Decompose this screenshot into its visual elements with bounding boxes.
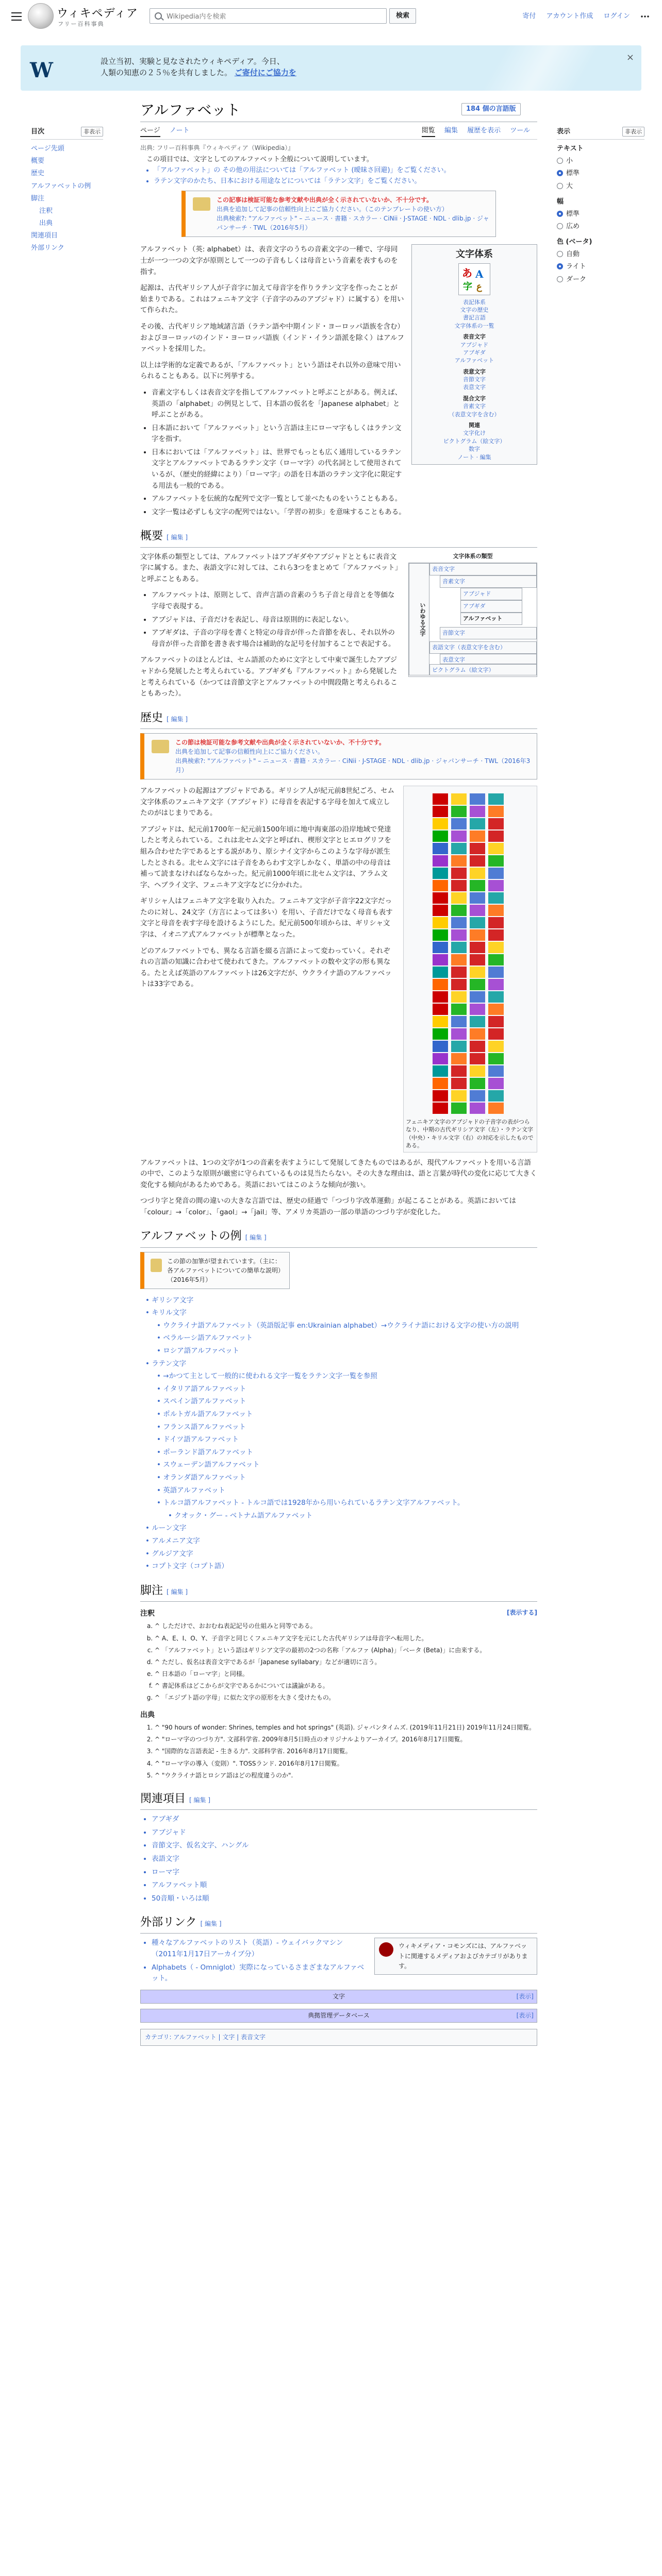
letter-cell (451, 942, 467, 953)
infobox-link[interactable]: 音節文字 (463, 376, 486, 383)
letter-cell (451, 1053, 467, 1064)
related-link[interactable]: • 50音順・いろは順 (152, 1893, 537, 1905)
edit-link[interactable]: [ 編集 ] (167, 1588, 188, 1596)
example-item[interactable]: • ラテン文字 (145, 1359, 187, 1368)
logo-subtitle: フリー百科事典 (58, 21, 105, 27)
intro-p1: アルファベット（英: alphabet）は、表音文字のうちの音素文字の一種で、字母同士が一つ一つの文字が原則として一つの子音もしくは母音という音素を表すものを指す。 (140, 245, 398, 276)
letter-cell (488, 1078, 504, 1089)
letter-cell (451, 880, 467, 891)
book-icon (152, 740, 169, 753)
infobox-title: 文字体系 (456, 249, 493, 260)
letter-cell (488, 1016, 504, 1027)
banner-decoration (415, 45, 621, 91)
infobox-link[interactable]: （表意文字を含む） (449, 411, 500, 418)
letter-cell (470, 880, 485, 891)
infobox-section-head: 関連 (469, 422, 480, 429)
commons-box: ウィキメディア・コモンズには、アルファベットに関連するメディアおよびカテゴリがあります。 (374, 1938, 537, 1975)
letter-cell (488, 1065, 504, 1077)
letter-cell (433, 843, 448, 854)
note-item: d. ^ ただし、仮名は表音文字であるが「Japanese syllabary」などが適切に言う。 (155, 1657, 537, 1667)
main-content (140, 155, 537, 2046)
citation-needed-box: この記事は検証可能な参考文献や出典が全く示されていないか、不十分です。 出典を追加して記事の信頼性向上にご協力ください。（このテンプレートの使い方） 出典検索?: "アルファベット" – ニュース · 書籍 · スカラー · CiNii · J-STAGE · NDL · dlib.jp · ジャパンサーチ · TWL（2016年5月） (181, 191, 496, 237)
letter-cell (470, 1016, 485, 1027)
letter-cell (433, 868, 448, 879)
letter-cell (451, 905, 467, 916)
toc-hide-button[interactable]: 非表示 (81, 127, 103, 137)
toc-item[interactable]: 注釈 (39, 207, 53, 215)
letter-cell (451, 806, 467, 817)
letter-cell (451, 855, 467, 867)
edit-link[interactable]: [ 編集 ] (189, 1796, 211, 1804)
toc-title: 目次 (31, 128, 45, 135)
edit-link[interactable]: [ 編集 ] (167, 534, 188, 541)
letter-cell (451, 831, 467, 842)
toc-item[interactable]: 歴史 (31, 170, 45, 178)
letter-cell (488, 967, 504, 978)
letter-cell (433, 1028, 448, 1040)
toc-item[interactable]: 外部リンク (31, 244, 64, 252)
related-link[interactable]: • アブジャド (152, 1827, 537, 1839)
table-of-contents (31, 127, 103, 255)
donate-cta[interactable]: ご寄付にご協力を (234, 68, 296, 77)
letter-cell (470, 868, 485, 879)
letter-cell (433, 892, 448, 904)
book-icon (193, 197, 210, 211)
example-item[interactable]: • オランダ語アルファベット (157, 1473, 246, 1482)
infobox-link[interactable]: 表意文字 (463, 384, 486, 391)
letter-cell (433, 991, 448, 1003)
alphabet-comparison-figure (403, 786, 537, 1153)
color-light[interactable]: ライト (557, 261, 644, 273)
infobox-link[interactable]: 数字 (469, 446, 480, 453)
more-options-icon[interactable] (640, 15, 650, 18)
letter-cell (488, 1041, 504, 1052)
category-links[interactable]: カテゴリ: アルファベット | 文字 | 表音文字 (140, 2029, 537, 2046)
infobox-section-head: 表音文字 (463, 333, 486, 341)
tree-cell[interactable]: 音素文字 (440, 575, 537, 588)
letter-cell (433, 954, 448, 965)
letter-cell (433, 831, 448, 842)
letter-cell (451, 991, 467, 1003)
letter-cell (451, 979, 467, 990)
example-item[interactable]: • ドイツ語アルファベット (157, 1435, 239, 1444)
infobox-link[interactable]: 文字の歴史 (460, 306, 489, 313)
toc-item[interactable]: 関連項目 (31, 232, 58, 240)
example-item[interactable]: • ベラルーシ語アルファベット (157, 1334, 253, 1343)
infobox-link[interactable]: 表記体系 (463, 298, 486, 306)
related-link[interactable]: • アブギダ (152, 1814, 537, 1825)
infobox-link[interactable]: アブギダ (463, 349, 486, 356)
letter-cell (488, 1090, 504, 1101)
infobox-link[interactable]: 音素文字 (463, 403, 486, 410)
notes-heading: 注釈 [表示する] (140, 1608, 537, 1618)
note-item: f. ^ 書記体系はどこからが文字であるかについては議論がある。 (155, 1681, 537, 1691)
letter-cell (488, 942, 504, 953)
wikipedia-globe-logo[interactable] (28, 3, 54, 29)
letter-cell (488, 892, 504, 904)
banner-text: 設立当初、実験と見なされたウィキペディア。今日、 人類の知恵の２５％を共有しました。 ご寄付にご協力を (101, 57, 296, 77)
letter-cell (488, 991, 504, 1003)
history-late: アルファベットは、1つの文字が1つの音素を表すようにして発展してきたものではあるが、現代アルファベットを用いる言語の中で、このような原則が厳密に守られているものは見当たらない。その大きな理由は、語と言葉が時代の変化に応じて大きく変化する傾向があるためである。英語においてはこのような傾向が強い。 (140, 1158, 537, 1189)
create-account-link[interactable]: アカウント作成 (546, 12, 593, 20)
note-item: e. ^ 日本語の「ローマ字」と同様。 (155, 1669, 537, 1679)
note-item: b. ^ A、E、I、O、Y、子音字と同じくフェニキア文字を元にした古代ギリシアは母音字へ転用した。 (155, 1634, 537, 1643)
infobox-link[interactable]: 文字体系の一覧 (454, 322, 494, 329)
list-item: • 音素文字もしくは表音文字を指してアルファベットと呼ぶことがある。例えば、英語の「alphabet」の例見として、日本語の仮名を「Japanese alphabet」と呼ぶことがある。 (152, 387, 537, 421)
appearance-panel (557, 127, 644, 286)
letter-cell (433, 1016, 448, 1027)
intro-p4: 以上は学術的な定義であるが、「アルファベット」という語はそれ以外の意味で用いられることもある。以下に列挙する。 (140, 361, 401, 381)
section-heading-related: 関連項目 [ 編集 ] (140, 1790, 537, 1810)
hatnote: この項目では、文字としてのアルファベット全般について説明しています。 • 「アルファベット」の その他の用法については「アルファベット (曖昧さ回避)」をご覧ください。 • ラテン文字のかたち、日本における用途などについては「ラテン文字」をご覧ください。 (140, 155, 537, 187)
letter-cell (433, 905, 448, 916)
letter-cell (470, 967, 485, 978)
personal-tools (514, 11, 650, 22)
tree-cell[interactable]: 表音文字 (429, 563, 537, 575)
letter-cell (470, 917, 485, 928)
letter-cell (470, 1065, 485, 1077)
letter-cell (488, 979, 504, 990)
letter-cell (451, 954, 467, 965)
intro-p3: その後、古代ギリシア地域諸言語（ラテン語や中期インド・ヨーロッパ語族を含む）およびヨーロッパのインド・ヨーロッパ語族（インド・イラン語派を除く）はアルファベットを採用した。 (140, 322, 404, 353)
letter-cell (433, 1053, 448, 1064)
example-item[interactable]: • キリル文字 (145, 1309, 187, 1317)
letter-cell (470, 1078, 485, 1089)
letter-cell (470, 806, 485, 817)
search-box[interactable] (150, 8, 387, 24)
letter-cell (470, 929, 485, 941)
letter-cell (470, 1004, 485, 1015)
letter-cell (470, 818, 485, 829)
width-wide[interactable]: 広め (557, 221, 644, 233)
letter-cell (470, 843, 485, 854)
toc-item[interactable]: ページ先頭 (31, 145, 64, 153)
tree-caption: 文字体系の類型 (453, 552, 493, 560)
note-item: a. ^ しただけで、おおむね表記記号の仕組みと同等である。 (155, 1621, 537, 1631)
section-heading-footnotes: 脚注 [ 編集 ] (140, 1582, 537, 1602)
related-link[interactable]: • 表語文字 (152, 1854, 537, 1865)
example-item[interactable]: • グルジア文字 (145, 1549, 193, 1558)
infobox-link[interactable]: 書記言語 (463, 314, 486, 321)
search-input[interactable] (166, 11, 363, 22)
text-size-standard[interactable]: 標準 (557, 167, 644, 180)
history-paragraph: アブジャドは、紀元前1700年－紀元前1500年頃に地中海東部の沿岸地域で発達したと考えられている。これは北セム文字と呼ばれ、楔形文字とヒエログリフを組み合わせた字であるとする説があり、原シナイ文字からこのような字母が派生したとされる。北セム文字には子音をあらわす文字しかなく、単語の中の母音は補って読まなければならなかった。紀元前1000年頃に北セム文字は、アラム文字、ヘブライ文字、フェニキア文字などに分かれた。 (140, 825, 391, 889)
text-size-small[interactable]: 小 (557, 155, 644, 167)
section-heading-overview: 概要 [ 編集 ] (140, 527, 537, 547)
note-item: g. ^ 「エジプト語の字母」に似た文字の原形を大きく受けたもの。 (155, 1693, 537, 1703)
tree-root: いわゆる文字 (409, 563, 429, 675)
search-button[interactable]: 検索 (389, 8, 416, 24)
reference-item: 5. ^ "ウクライナ語とロシア語はどの程度違うのか". (155, 1771, 537, 1781)
hatnote-link[interactable]: • ラテン文字のかたち、日本における用途などについては「ラテン文字」をご覧ください。 (154, 176, 537, 187)
note-item: c. ^ 「アルファベット」という語はギリシア文字の最初の2つの名称「アルファ (Alpha)」「ベータ (Beta)」に由来する。 (155, 1646, 537, 1655)
letter-cell (470, 855, 485, 867)
related-link[interactable]: • アルファベット順 (152, 1880, 537, 1891)
letter-cell (470, 793, 485, 805)
infobox-link[interactable]: アブジャド (460, 341, 489, 348)
letter-cell (451, 1078, 467, 1089)
logo-title[interactable]: ウィキペディア (57, 7, 138, 20)
infobox-section-head: 表意文字 (463, 368, 486, 375)
color-label: 色 (ベータ) (557, 238, 592, 246)
letter-cell (470, 979, 485, 990)
example-item[interactable]: • ロシア語アルファベット (157, 1347, 239, 1355)
letter-cell (488, 843, 504, 854)
tree-cell[interactable]: 表語文字（表意文字を含む） (429, 641, 537, 654)
letter-cell (488, 1103, 504, 1114)
letter-cell (488, 905, 504, 916)
example-item[interactable]: • ポーランド語アルファベット (157, 1448, 253, 1456)
list-item: • 日本においては「アルファベット」は、世界でもっとも広く通用しているラテン文字とアルファベットであるラテン文字（ローマ字）の代名詞として使用されているが、（歴史的経緯により）「ローマ字」の語を日本語のラテン文字化に限定する用法も一般的である。 (152, 447, 537, 492)
letter-cell (488, 806, 504, 817)
example-item[interactable]: • スペイン語アルファベット (157, 1397, 246, 1406)
overview-p1: 文字体系の類型としては、アルファベットはアブギダやアブジャドとともに表音文字に属する。また、表語文字に対しては、これら3つをまとめて「アルファベット」と呼ぶこともある。 (140, 552, 399, 583)
letter-cell (433, 1090, 448, 1101)
page-title: アルファベット (140, 101, 241, 118)
letter-cell (488, 1053, 504, 1064)
letter-cell (451, 967, 467, 978)
overview-p2: アルファベットのほとんどは、セム語派のために文字として中東で誕生したアブジャドから発展したと考えられている。アブギダも『アルファベット』から発展したと考えられている（かつては音節文字とアルファベットの中間段階と考えられることもあった）。 (140, 656, 398, 698)
letter-cell (433, 855, 448, 867)
reference-item: 3. ^ "国際的な言語表記 - 生きる力". 文部科学省. 2016年8月17日閲覧。 (155, 1747, 537, 1756)
infobox-link[interactable]: ノート · 編集 (457, 453, 491, 461)
text-size-label: テキスト (557, 145, 584, 153)
tab-history[interactable]: 履歴を表示 (467, 127, 501, 134)
site-sub: 出典: フリー百科事典『ウィキペディア（Wikipedia）』 (140, 144, 294, 151)
hatnote-link[interactable]: • 「アルファベット」の その他の用法については「アルファベット (曖昧さ回避)」をご覧ください。 (154, 165, 537, 176)
letter-cell (470, 892, 485, 904)
alphabet-comparison-chart (406, 788, 529, 1118)
letter-cell (488, 855, 504, 867)
letter-cell (433, 880, 448, 891)
edit-link[interactable]: [ 編集 ] (167, 715, 188, 723)
color-dark[interactable]: ダーク (557, 274, 644, 286)
tab-read[interactable]: 閲覧 (422, 127, 435, 137)
history-paragraph: アルファベットの起源はアブジャドである。ギリシア人が紀元前8世紀ごろ、セム文字体系のフェニキア文字（アブジャド）に母音を表記する字母を加えて成立したのがはじまりである。 (140, 786, 394, 818)
example-item[interactable]: • イタリア語アルファベット (157, 1384, 246, 1393)
letter-cell (433, 979, 448, 990)
example-item[interactable]: • ウクライナ語アルファベット（英語版記事 en:Ukrainian alphabet）→ウクライナ語における文字の使い方の説明 (157, 1321, 519, 1330)
reference-item: 4. ^ "ローマ字の導入（変則）". TOSSランド. 2016年8月17日閲覧。 (155, 1759, 537, 1769)
search-icon (155, 12, 162, 20)
tree-cell[interactable]: 音節文字 (440, 627, 537, 639)
letter-cell (433, 1041, 448, 1052)
example-item[interactable]: • 英語アルファベット (157, 1486, 225, 1495)
letter-cell (451, 1004, 467, 1015)
tree-cell[interactable]: アブジャド (460, 588, 522, 600)
donation-banner (21, 45, 641, 91)
letter-cell (488, 929, 504, 941)
history-paragraph: どのアルファベットでも、異なる言語を綴る言語によって変わっていく。それぞれの言語の知識に合わせて使われてきた。アルファベットの数や文字の形も異なる。たとえば英語のアルファベットは26文字だが、ウクライナ語のアルファベットは33字である。 (140, 946, 392, 989)
example-item[interactable]: • ポルトガル語アルファベット (157, 1410, 253, 1419)
example-item[interactable]: • アルメニア文字 (145, 1536, 200, 1545)
letter-cell (451, 929, 467, 941)
letter-cell (451, 793, 467, 805)
notes-list (140, 1621, 537, 1703)
letter-cell (451, 818, 467, 829)
letter-cell (470, 991, 485, 1003)
toc-item[interactable]: 概要 (31, 157, 45, 165)
wikipedia-w-logo: W (30, 58, 53, 82)
letter-cell (488, 818, 504, 829)
letter-cell (433, 806, 448, 817)
navbox-writing: [表示] 文字 (140, 1990, 537, 2004)
letter-cell (470, 831, 485, 842)
example-item[interactable]: • トルコ語アルファベット - トルコ語では1928年から用いられているラテン文字アルファベット。 (157, 1499, 465, 1507)
letter-cell (470, 1090, 485, 1101)
tree-cell[interactable]: アブギダ (460, 600, 522, 613)
infobox-link[interactable]: ピクトグラム（絵文字） (443, 437, 506, 445)
tab-talk[interactable]: ノート (169, 127, 190, 134)
section-heading-external: 外部リンク [ 編集 ] (140, 1913, 537, 1934)
width-label: 幅 (557, 197, 564, 206)
tree-cell: アルファベット (460, 613, 522, 625)
page-tabs (140, 126, 537, 138)
infobox-section-head: 混合文字 (463, 395, 486, 402)
site-header (0, 0, 662, 37)
list-item: • アルファベットは、原則として、音声言語の音素のうち子音と母音とを等価な字母で表現する。 (152, 590, 537, 612)
commons-icon (379, 1942, 393, 1957)
history-paragraph: ギリシャ人はフェニキア文字を取り入れた。フェニキア文字が子音字22文字だったのに対し、24文字（方言によっては多い）を用い、子音だけでなく母音も表す文字と母音を表す字母を設けるようにした。紀元前500年頃からは、ギリシャ文字は、イオニア式アルファベットが標準となった。 (140, 897, 393, 939)
appearance-title: 表示 (557, 128, 571, 135)
letter-cell (451, 892, 467, 904)
refs-heading: 出典 (140, 1710, 155, 1719)
example-item[interactable]: • ギリシア文字 (145, 1296, 194, 1304)
list-item: • 文字一覧は必ずしも文字の配列ではない。「学習の初歩」を意味することもある。 (152, 507, 537, 518)
toc-item[interactable]: アルファベットの例 (31, 182, 91, 190)
tab-tools[interactable]: ツール (510, 127, 530, 134)
text-size-large[interactable]: 大 (557, 180, 644, 193)
menu-icon[interactable] (11, 12, 22, 21)
letter-cell (470, 1041, 485, 1052)
tree-cell[interactable]: ピクトグラム（絵文字） (429, 664, 537, 675)
toc-item[interactable]: 出典 (39, 219, 53, 227)
edit-link[interactable]: [ 編集 ] (200, 1920, 222, 1928)
letter-cell (470, 1103, 485, 1114)
letter-cell (451, 1065, 467, 1077)
toc-item[interactable]: 脚注 (31, 194, 45, 202)
writing-systems-infobox (411, 244, 537, 465)
width-standard[interactable]: 標準 (557, 208, 644, 221)
close-icon[interactable]: × (626, 52, 634, 63)
tree-cell[interactable]: 表意文字 (440, 654, 537, 664)
letter-cell (433, 942, 448, 953)
infobox-link[interactable]: アルファベット (454, 357, 494, 364)
example-item[interactable]: • フランス語アルファベット (157, 1422, 246, 1431)
letter-cell (451, 1090, 467, 1101)
references-list (140, 1723, 537, 1781)
edit-link[interactable]: [ 編集 ] (245, 1234, 267, 1242)
letter-cell (488, 954, 504, 965)
letter-cell (433, 1004, 448, 1015)
letter-cell (470, 942, 485, 953)
section-heading-examples: アルファベットの例 [ 編集 ] (140, 1227, 537, 1247)
example-item[interactable]: • コプト文字（コプト語） (145, 1562, 228, 1571)
notes-show-toggle[interactable]: [表示する] (507, 1608, 537, 1616)
letter-cell (488, 1028, 504, 1040)
letter-cell (451, 1041, 467, 1052)
history-last: つづり字と発音の間の違いの大きな言語では、歴史の経過で「つづり字改革運動」が起こることがある。英語においては「colour」→「color」、「gaol」→「jail」等、アメリカ英語の一部の単語のつづり字が変化した。 (140, 1197, 516, 1216)
letter-cell (488, 917, 504, 928)
list-item: • アルファベットを伝統的な配列で文字一覧として並べたものをいうこともある。 (152, 494, 537, 505)
external-link[interactable]: • Alphabets（ - Omniglot）実際になっているさまざまなアルファベット。 (152, 1962, 537, 1985)
list-item: • アブギダは、子音の字母を書くと特定の母音が伴った音節を表し、それ以外の母音が伴った音節を書き表す場合は補助的な記号を付加することで表記する。 (152, 628, 537, 650)
letter-cell (488, 793, 504, 805)
tab-edit[interactable]: 編集 (444, 127, 458, 134)
writing-sample-image: あ A 字 ع (458, 263, 490, 295)
reference-item: 2. ^ "ローマ字のつづり方". 文部科学省. 2009年8月5日時点のオリジナルよりアーカイブ。2016年8月17日閲覧。 (155, 1735, 537, 1744)
letter-cell (451, 843, 467, 854)
infobox-link[interactable]: 文字化け (463, 430, 486, 437)
example-item[interactable]: • スウェーデン語アルファベット (157, 1461, 260, 1469)
letter-cell (451, 917, 467, 928)
letter-cell (451, 1028, 467, 1040)
list-item: • アブジャドは、子音だけを表記し、母音は原則的に表記しない。 (152, 615, 537, 626)
section-citation-box: この節は検証可能な参考文献や出典が全く示されていないか、不十分です。 出典を追加して記事の信頼性向上にご協力ください。 出典検索?: "アルファベット" – ニュース · 書籍 · スカラー · CiNii · J-STAGE · NDL · dlib.jp · ジャパンサーチ · TWL（2016年3月） (140, 733, 537, 779)
navbox-show[interactable]: [表示] (516, 1992, 534, 2000)
letter-cell (488, 1004, 504, 1015)
expand-section-box: この節の加筆が望まれています。（主に：各アルファベットについての簡単な説明）（2016年5月） (140, 1252, 290, 1289)
book-icon (151, 1259, 162, 1272)
section-heading-history: 歴史 [ 編集 ] (140, 709, 537, 729)
example-item[interactable]: • ルーン文字 (145, 1524, 187, 1533)
appearance-hide-button[interactable]: 非表示 (622, 127, 644, 137)
letter-cell (433, 967, 448, 978)
examples-list (140, 1295, 537, 1572)
letter-cell (433, 1065, 448, 1077)
letter-cell (451, 1016, 467, 1027)
example-item[interactable]: • →かつて主として一般的に使われる文字一覧をラテン文字一覧を参照 (157, 1372, 377, 1381)
tab-page[interactable]: ページ (140, 127, 160, 137)
letter-cell (433, 818, 448, 829)
letter-cell (451, 1103, 467, 1114)
language-button[interactable]: 184 個の言語版 (461, 103, 521, 115)
writing-type-tree (408, 552, 537, 677)
letter-cell (433, 1078, 448, 1089)
letter-cell (488, 880, 504, 891)
related-link[interactable]: • 音節文字、仮名文字、ハングル (152, 1840, 537, 1852)
related-link[interactable]: • ローマ字 (152, 1867, 537, 1878)
letter-cell (433, 793, 448, 805)
letter-cell (488, 868, 504, 879)
letter-cell (433, 917, 448, 928)
navbox-show[interactable]: [表示] (516, 2012, 534, 2020)
figure-caption: フェニキア文字のアブジャドの子音字の表がつらなり、中期の古代ギリシア文字（左）・ラテン文字（中央）・キリル文字（右）の対応を示したものである。 (406, 1118, 534, 1149)
letter-cell (488, 831, 504, 842)
letter-cell (470, 1053, 485, 1064)
letter-cell (451, 868, 467, 879)
letter-cell (470, 954, 485, 965)
list-item: • 日本語において「アルファベット」という言語は主にローマ字もしくはラテン文字を指す。 (152, 423, 537, 445)
letter-cell (433, 929, 448, 941)
navbox-authority: [表示] 典拠管理データベース (140, 2009, 537, 2023)
login-link[interactable]: ログイン (603, 12, 630, 20)
reference-item: 1. ^ "90 hours of wonder: Shrines, temples and hot springs" (英語). ジャパンタイムズ. (2019年11月21日) 2019年11月24日閲覧。 (155, 1723, 537, 1733)
letter-cell (470, 1028, 485, 1040)
letter-cell (470, 905, 485, 916)
intro-p2: 起源は、古代ギリシア人が子音字に加えて母音字を作りラテン文字を作ったことが始まりである。これはフェニキア文字（子音字のみのアブジャド）に属する）を用いて作られた。 (140, 284, 404, 315)
donate-link[interactable]: 寄付 (522, 12, 536, 20)
example-item[interactable]: • クオック・グー - ベトナム語アルファベット (168, 1511, 313, 1520)
tabs-divider (140, 139, 537, 140)
external-link[interactable]: • 種々なアルファベットのリスト（英語）- ウェイバックマシン（2011年1月17日アーカイブ分） (152, 1938, 537, 1960)
color-auto[interactable]: 自動 (557, 248, 644, 261)
related-list (140, 1814, 537, 1904)
letter-cell (433, 1103, 448, 1114)
